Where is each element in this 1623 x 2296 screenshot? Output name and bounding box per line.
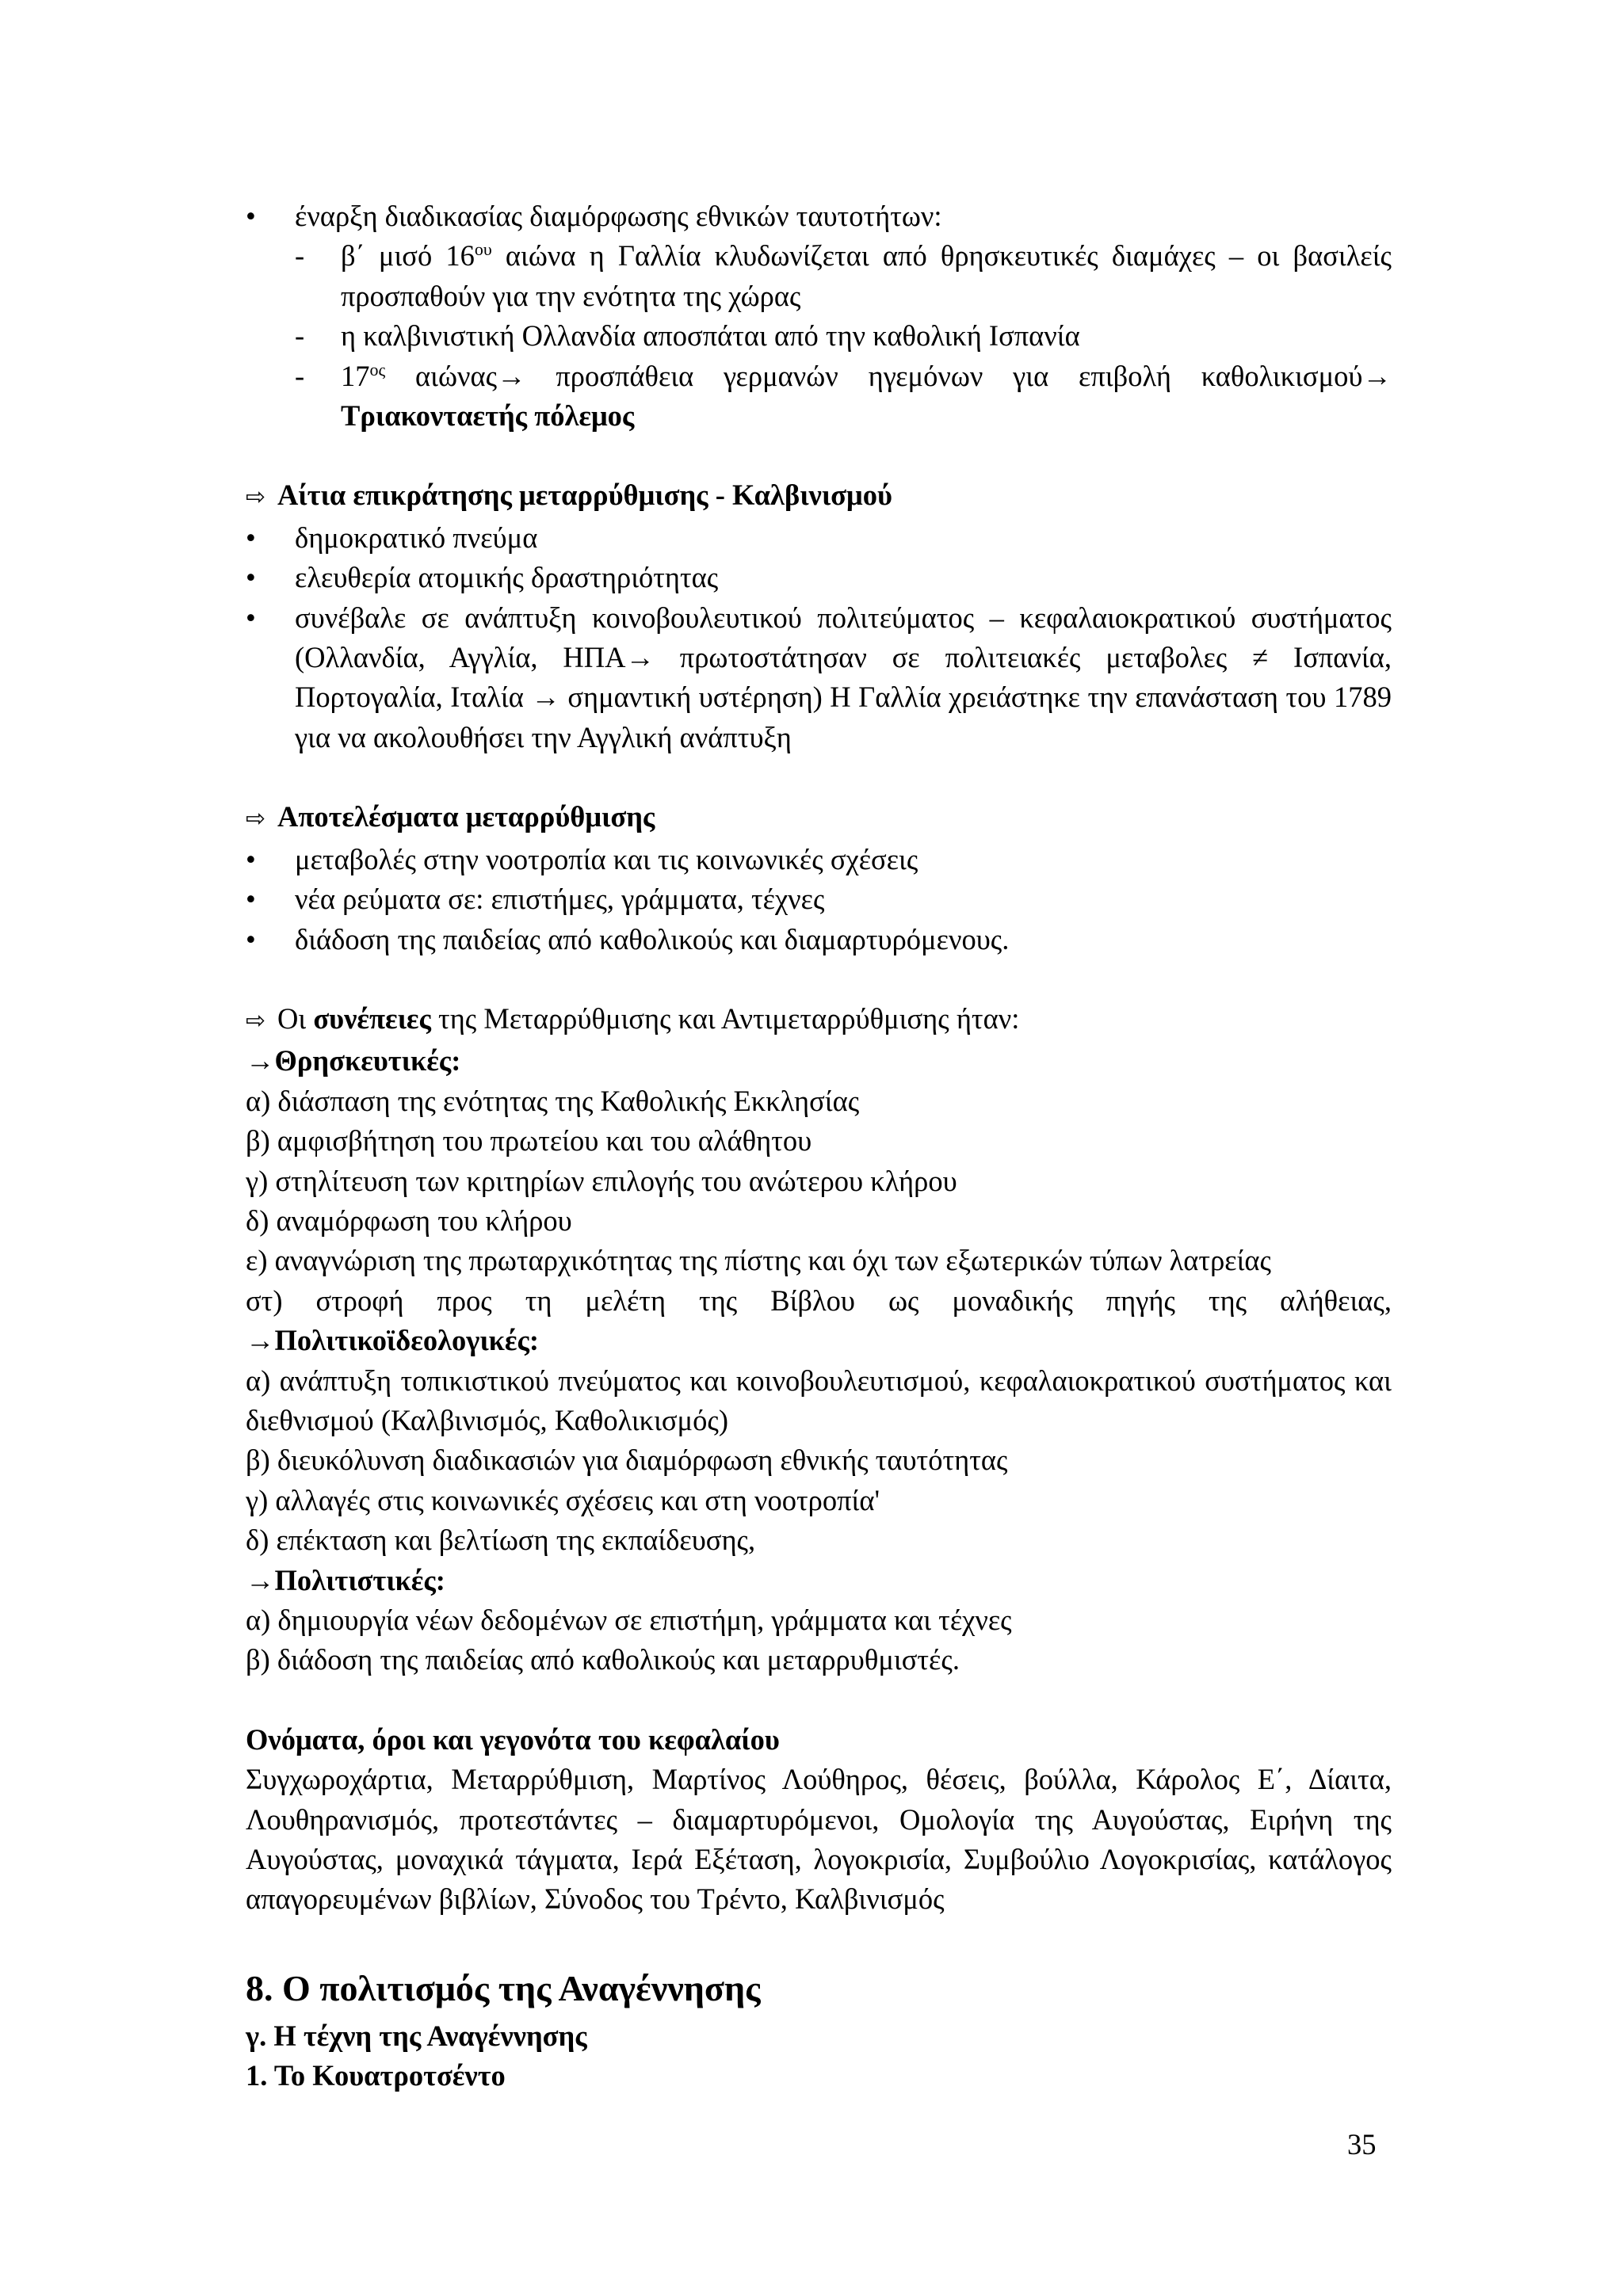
bullet-item bbox=[246, 196, 1392, 236]
bullet-text: δημοκρατικό πνεύμα bbox=[295, 521, 538, 554]
dash-text: η καλβινιστική Ολλανδία αποσπάται από την καθολική Ισπανία bbox=[341, 319, 1080, 353]
subheading-text: 1. Το Κουατροτσέντο bbox=[246, 2059, 506, 2092]
dash-text: αιώνας→ προσπάθεια γερμανών ηγεμόνων για επιβολή καθολικισμού→ bbox=[385, 359, 1392, 392]
chapter-title: 8. Ο πολιτισμός της Αναγέννησης bbox=[246, 1967, 761, 2008]
subheading-cultural bbox=[246, 1561, 1392, 1600]
list-item: α) ανάπτυξη τοπικιστικού πνεύματος και κοινοβουλευτισμού, κεφαλαιοκρατικού συστήματος και διεθνισμού (Καλβινισμός, Καθολικισμός) bbox=[246, 1363, 1392, 1436]
list-item: α) δημιουργία νέων δεδομένων σε επιστήμη, γράμματα και τέχνες bbox=[246, 1604, 1012, 1636]
bold-term: συνέπειες bbox=[313, 1001, 431, 1035]
dash-item bbox=[246, 357, 1392, 437]
list-item: β) διευκόλυνση διαδικασιών για διαμόρφωση εθνικής ταυτότητας bbox=[246, 1444, 1008, 1477]
bullet-item bbox=[246, 598, 1392, 758]
subheading-text: γ. Η τέχνη της Αναγέννησης bbox=[246, 2019, 587, 2052]
list-item: στ) στροφή προς τη μελέτη της Βίβλου ως μοναδικής πηγής της αλήθειας, bbox=[246, 1283, 1392, 1317]
list-item: ε) αναγνώριση της πρωταρχικότητας της πίστης και όχι των εξωτερικών τύπων λατρείας bbox=[246, 1244, 1272, 1277]
subheading-text: →Θρησκευτικές: bbox=[246, 1044, 461, 1077]
section-heading bbox=[246, 475, 1392, 517]
bullet-item bbox=[246, 840, 1392, 879]
hollow-arrow-icon: ⇨ bbox=[246, 1006, 266, 1035]
list-item: δ) επέκταση και βελτίωση της εκπαίδευσης, bbox=[246, 1524, 756, 1557]
bullet-item bbox=[246, 558, 1392, 597]
list-item: γ) αλλαγές στις κοινωνικές σχέσεις και στη νοοτροπία' bbox=[246, 1483, 880, 1516]
bold-term: Τριακονταετής πόλεμος bbox=[341, 399, 635, 433]
bullet-text: νέα ρεύματα σε: επιστήμες, γράμματα, τέχνες bbox=[295, 883, 825, 916]
dash-marker: - bbox=[295, 319, 305, 353]
dash-marker: - bbox=[295, 239, 305, 273]
bullet-item bbox=[246, 879, 1392, 919]
subheading-text: →Πολιτικοϊδεολογικές: bbox=[246, 1324, 540, 1357]
chapter-subheading bbox=[246, 2016, 1392, 2056]
terms-heading bbox=[246, 1720, 1392, 1760]
terms-paragraph: Συγχωροχάρτια, Μεταρρύθμιση, Μαρτίνος Λούθηρος, θέσεις, βούλλα, Κάρολος Ε΄, Δίαιτα, Λουθηρανισμός, προτεστάντες – διαμαρτυρόμενοι, Ομολογία της Αυγούστας, Ειρήνη της Αυγούστας, μοναχικά τάγματα, Ιερά Εξέταση, λογοκρισία, Συμβούλιο Λογοκρισίας, κατάλογος απαγορευμένων βιβλίων, Σύνοδος του Τρέντο, Καλβινισμός bbox=[246, 1763, 1392, 1916]
hollow-arrow-icon: ⇨ bbox=[246, 805, 266, 833]
subheading-text: →Πολιτιστικές: bbox=[246, 1563, 445, 1596]
subheading-political bbox=[246, 1321, 1392, 1360]
page-content bbox=[246, 196, 1392, 2096]
heading-text: Αποτελέσματα μεταρρύθμισης bbox=[277, 800, 655, 833]
bullet-item bbox=[246, 920, 1392, 959]
bullet-marker: • bbox=[246, 842, 256, 875]
list-item: β) αμφισβήτηση του πρωτείου και του αλάθητου bbox=[246, 1124, 812, 1158]
list-item: δ) αναμόρφωση του κλήρου bbox=[246, 1203, 572, 1237]
list-item: γ) στηλίτευση των κριτηρίων επιλογής του ανώτερου κλήρου bbox=[246, 1164, 957, 1197]
list-item: β) διάδοση της παιδείας από καθολικούς και μεταρρυθμιστές. bbox=[246, 1643, 960, 1676]
section-heading bbox=[246, 797, 1392, 839]
bullet-text: συνέβαλε σε ανάπτυξη κοινοβουλευτικού πολιτεύματος – κεφαλαιοκρατικού συστήματος (Ολλανδία, Αγγλία, ΗΠΑ→ πρωτοστάτησαν σε πολιτειακές μεταβολες ≠ Ισπανία, Πορτογαλία, Ιταλία → σημαντική υστέρηση) Η Γαλλία χρειάστηκε την επανάσταση του 1789 για να ακολουθήσει την Αγγλική ανάπτυξη bbox=[295, 601, 1392, 753]
dash-item bbox=[246, 236, 1392, 316]
bullet-marker: • bbox=[246, 601, 256, 634]
dash-text: 17 bbox=[341, 359, 370, 392]
bullet-marker: • bbox=[246, 200, 256, 232]
list-item: α) διάσπαση της ενότητας της Καθολικής Εκκλησίας bbox=[246, 1084, 860, 1117]
consequences-intro bbox=[246, 999, 1392, 1041]
page-number: 35 bbox=[1347, 2128, 1377, 2161]
dash-item bbox=[246, 316, 1392, 356]
bullet-marker: • bbox=[246, 922, 256, 955]
bullet-text: ελευθερία ατομικής δραστηριότητας bbox=[295, 561, 719, 594]
dash-text: αιώνα η Γαλλία κλυδωνίζεται από θρησκευτικές διαμάχες – οι βασιλείς προσπαθούν για την ενότητα της χώρας bbox=[341, 239, 1392, 312]
dash-marker: - bbox=[295, 359, 305, 392]
heading-text: Ονόματα, όροι και γεγονότα του κεφαλαίου bbox=[246, 1722, 780, 1756]
superscript: ος bbox=[369, 359, 386, 379]
hollow-arrow-icon: ⇨ bbox=[246, 483, 266, 512]
bullet-text: διάδοση της παιδείας από καθολικούς και διαμαρτυρόμενους. bbox=[295, 922, 1010, 955]
chapter-subheading bbox=[246, 2056, 1392, 2096]
bullet-marker: • bbox=[246, 883, 256, 916]
bullet-marker: • bbox=[246, 561, 256, 594]
bullet-item bbox=[246, 518, 1392, 558]
intro-text: της Μεταρρύθμισης και Αντιμεταρρύθμισης ήταν: bbox=[430, 1001, 1020, 1035]
heading-text: Αίτια επικράτησης μεταρρύθμισης - Καλβινισμού bbox=[277, 479, 892, 512]
bullet-text: έναρξη διαδικασίας διαμόρφωσης εθνικών ταυτοτήτων: bbox=[295, 200, 942, 232]
superscript: ου bbox=[474, 239, 492, 260]
subheading-religious bbox=[246, 1041, 1392, 1081]
bullet-text: μεταβολές στην νοοτροπία και τις κοινωνικές σχέσεις bbox=[295, 842, 918, 875]
intro-text: Οι bbox=[277, 1001, 314, 1035]
dash-text: β΄ μισό 16 bbox=[341, 239, 475, 273]
bullet-marker: • bbox=[246, 521, 256, 554]
